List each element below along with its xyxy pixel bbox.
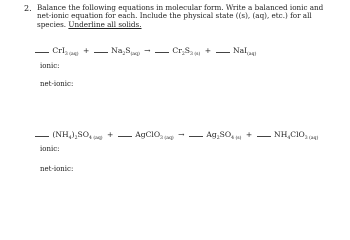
reaction-arrow: →: [144, 46, 151, 55]
eq1-product-2: NaI$_{(aq)}$: [232, 46, 257, 57]
question-instructions: [37, 4, 337, 29]
eq2-reactant-1: $(NH_4)_2SO_{4 (aq)}$: [52, 130, 103, 141]
eq1-reactant-1: CrI$_{3 (aq)}$: [52, 46, 79, 57]
plus-sign: +: [245, 130, 253, 139]
coefficient-blank[interactable]: [216, 46, 230, 53]
coefficient-blank[interactable]: [257, 130, 271, 137]
instructions-text: Balance the following equations in molecular form. Write a balanced ionic and net-ionic equation for each. Include the physical state ((s), (aq), etc.) for all species.: [37, 3, 324, 29]
eq2-product-2: $NH_4ClO_{3 (aq)}$: [274, 130, 319, 141]
plus-sign: +: [204, 46, 212, 55]
plus-sign: +: [107, 130, 114, 139]
coefficient-blank[interactable]: [189, 130, 203, 137]
reaction-arrow: →: [178, 130, 185, 139]
coefficient-blank[interactable]: [118, 130, 132, 137]
eq1-reactant-2: $Na_2S_{(aq)}$: [111, 46, 140, 57]
plus-sign: +: [82, 46, 90, 55]
coefficient-blank[interactable]: [35, 130, 49, 137]
question-number: 2.: [24, 4, 32, 13]
eq1-product-1: $Cr_2S_{3 (s)}$: [172, 46, 201, 57]
coefficient-blank[interactable]: [35, 46, 49, 53]
net-ionic-label-2: net-ionic:: [40, 165, 74, 173]
eq2-reactant-2: AgClO$_{3 (aq)}$: [135, 130, 174, 141]
ionic-label-1: ionic:: [40, 62, 60, 70]
equation-1: [35, 46, 256, 55]
eq2-product-1: $Ag_2SO_{4 (s)}$: [206, 130, 242, 141]
coefficient-blank[interactable]: [155, 46, 169, 53]
ionic-label-2: ionic:: [40, 145, 60, 153]
instructions-underlined: Underline all solids.: [68, 19, 142, 29]
net-ionic-label-1: net-ionic:: [40, 80, 74, 88]
coefficient-blank[interactable]: [94, 46, 108, 53]
equation-2: [35, 130, 318, 139]
